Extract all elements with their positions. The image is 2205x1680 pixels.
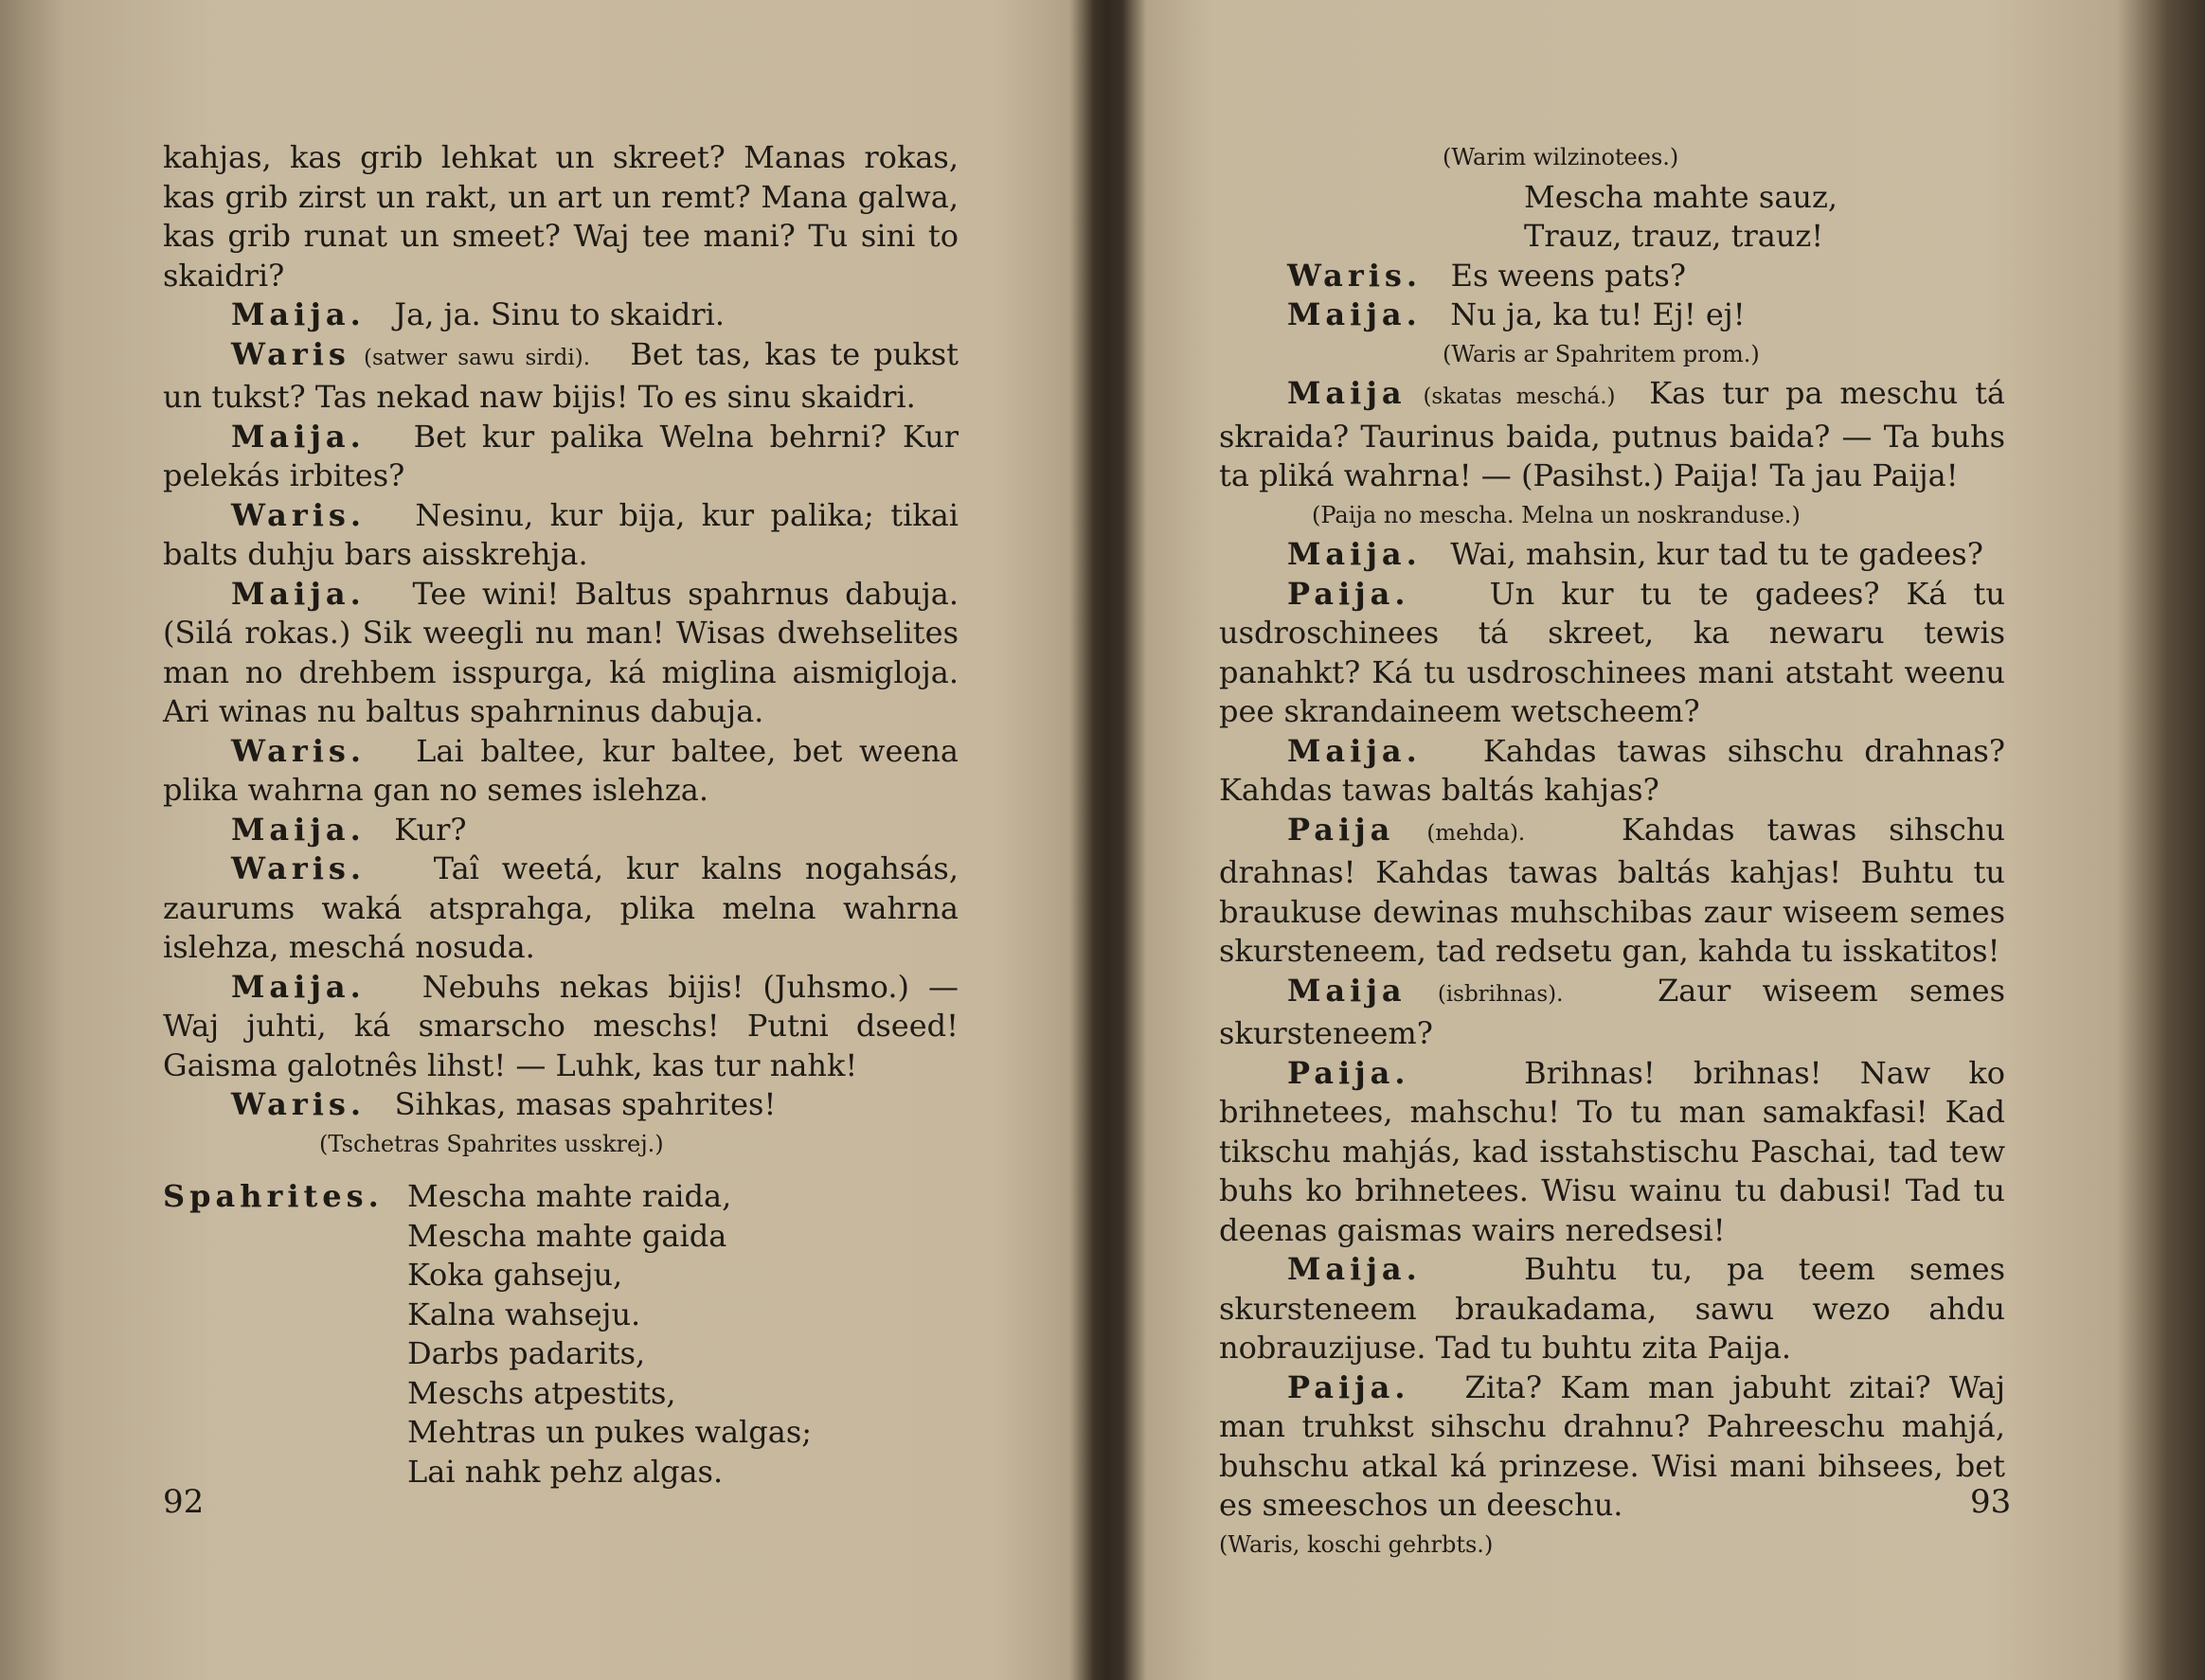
- speaker-name: Maija.: [1287, 536, 1422, 572]
- dialogue-line: [163, 575, 959, 732]
- verse-line: Darbs padarits,: [407, 1335, 646, 1371]
- dialogue-line: [1219, 295, 2005, 335]
- speaker-name: Paija.: [1287, 575, 1410, 612]
- verse-line: Koka gahseju,: [407, 1257, 623, 1293]
- stage-note: (skatas meschá.): [1423, 384, 1616, 409]
- speaker-name: Paija.: [1287, 1054, 1410, 1091]
- verse-line: Mescha mahte gaida: [407, 1217, 727, 1254]
- line-text: Ja, ja. Sinu to skaidri.: [394, 296, 726, 332]
- speaker-name: Maija.: [231, 575, 366, 612]
- dialogue-line: [163, 418, 959, 496]
- verse-line: Mescha mahte sauz,: [1524, 178, 1838, 215]
- page-number: 93: [1970, 1483, 2012, 1521]
- line-text: Nesinu, kur bija, kur palika; tikai balts duhju bars aisskrehja.: [163, 496, 959, 572]
- stage-direction: (Warim wilzinotees.): [1443, 144, 1679, 170]
- dialogue-line: [1219, 535, 2005, 575]
- speaker-name: Maija.: [231, 811, 366, 848]
- left-page-text: [163, 138, 959, 1492]
- line-text: Nu ja, ka tu! Ej! ej!: [1450, 296, 1746, 332]
- line-text: Bet tas, kas te pukst un tukst? Tas nekad naw bijis! To es sinu skaidri.: [163, 335, 959, 415]
- line-text: Zita? Kam man jabuht zitai? Waj man truhkst sihschu drahnu? Pahreeschu mahjá, buhschu atkal ká prinzese. Wisi mani bihsees, bet es smeeschos un deeschu.: [1219, 1368, 2006, 1523]
- speaker-name: Waris.: [1287, 257, 1423, 294]
- dialogue-line: [1219, 1368, 2005, 1526]
- speaker-name: Waris.: [231, 732, 367, 769]
- line-text: Kahdas tawas sihschu drahnas? Kahdas tawas baltás kahjas?: [1219, 732, 2006, 808]
- stage-note: (isbrihnas).: [1437, 981, 1564, 1007]
- dialogue-line: [1219, 575, 2005, 732]
- speaker-name: Maija.: [231, 968, 366, 1005]
- paragraph: [163, 138, 959, 295]
- stage-note: (satwer sawu sirdi).: [364, 345, 591, 370]
- verse-block: [1219, 178, 2005, 257]
- dialogue-line: [163, 732, 959, 811]
- right-page: [1113, 0, 2136, 1680]
- speaker-name: Waris.: [231, 496, 367, 533]
- line-text: Kur?: [394, 811, 467, 848]
- dialogue-line: [163, 496, 959, 575]
- speaker-name: Paija.: [1287, 1368, 1410, 1405]
- stage-direction: (Waris ar Spahritem prom.): [1443, 340, 1760, 367]
- line-text: Kas tur pa meschu tá skraida? Taurinus baida, putnus baida? — Ta buhs ta pliká wahrna! — (Pasihst.) Paija! Ta jau Paija!: [1219, 375, 2006, 493]
- verse-line: Mescha mahte raida,: [407, 1178, 732, 1214]
- speaker-name: Waris: [231, 335, 350, 372]
- dialogue-line: [163, 1085, 959, 1125]
- verse-line: Meschs atpestits,: [407, 1374, 676, 1411]
- dialogue-line: [163, 335, 959, 418]
- dialogue-line: [163, 295, 959, 335]
- speaker-name: Maija.: [231, 418, 366, 455]
- stage-note: (mehda).: [1426, 820, 1526, 846]
- speaker-name: Maija.: [1287, 296, 1422, 332]
- verse-line: Kalna wahseju.: [407, 1296, 641, 1332]
- dialogue-line: [1219, 257, 2005, 296]
- dialogue-line: [1219, 732, 2005, 811]
- song-lines: [407, 1177, 959, 1492]
- dialogue-line: [163, 968, 959, 1086]
- song-speaker: Spahrites.: [163, 1178, 384, 1214]
- speaker-name: Maija.: [1287, 732, 1422, 769]
- line-text: Tee wini! Baltus spahrnus dabuja. (Silá rokas.) Sik weegli nu man! Wisas dwehselites man no drehbem isspurga, ká miglina aismigloja. Ari winas nu baltus spahrninus dabuja.: [163, 575, 959, 729]
- dialogue-line: [1219, 972, 2005, 1054]
- line-text: Sihkas, masas spahrites!: [394, 1086, 777, 1122]
- speaker-name: Maija.: [1287, 1251, 1422, 1287]
- line-text: Un kur tu te gadees? Ká tu usdroschinees tá skreet, ka newaru tewis panahkt? Ká tu usdroschinees mani atstaht weenu pee skrandaineem wetscheem?: [1219, 575, 2006, 729]
- dialogue-line: [163, 811, 959, 850]
- dialogue-line: [1219, 374, 2005, 496]
- line-text: Kahdas tawas sihschu drahnas! Kahdas tawas baltás kahjas! Buhtu tu braukuse dewinas muhschibas zaur wiseem semes skursteneem, tad redsetu gan, kahda tu isskatitos!: [1219, 811, 2006, 969]
- line-text: Wai, mahsin, kur tad tu te gadees?: [1450, 536, 1983, 572]
- stage-direction: (Waris, koschi gehrbts.): [1219, 1530, 1494, 1558]
- speaker-name: Paija: [1287, 811, 1395, 848]
- speaker-name: Maija: [1287, 972, 1407, 1009]
- line-text: Nebuhs nekas bijis! (Juhsmo.) — Waj juhti, ká smarscho meschs! Putni dseed! Gaisma galotnês lihst! — Luhk, kas tur nahk!: [163, 968, 959, 1083]
- speaker-name: Maija: [1287, 375, 1407, 411]
- line-text: Lai baltee, kur baltee, bet weena plika wahrna gan no semes islehza.: [163, 732, 959, 808]
- line-text: Bet kur palika Welna behrni? Kur pelekás irbites?: [163, 418, 959, 493]
- line-text: kahjas, kas grib lehkat un skreet? Manas rokas, kas grib zirst un rakt, un art un remt? Mana galwa, kas grib runat un smeet? Waj tee mani? Tu sini to skaidri?: [163, 139, 959, 294]
- left-page: [0, 0, 1080, 1680]
- line-text: Es weens pats?: [1450, 257, 1686, 294]
- line-text: Zaur wiseem semes skursteneem?: [1219, 972, 2006, 1051]
- dialogue-line: [163, 849, 959, 968]
- line-text: Buhtu tu, pa teem semes skursteneem braukadama, sawu wezo ahdu nobrauzijuse. Tad tu buhtu zita Paija.: [1219, 1251, 2006, 1366]
- song-block: [163, 1177, 959, 1492]
- speaker-name: Maija.: [231, 296, 366, 332]
- page-number: 92: [163, 1483, 205, 1521]
- verse-line: Lai nahk pehz algas.: [407, 1453, 724, 1490]
- speaker-name: Waris.: [231, 850, 367, 886]
- line-text: Brihnas! brihnas! Naw ko brihnetees, mahschu! To tu man samakfasi! Kad tikschu mahjás, kad isstahstischu Paschai, tad tew buhs ko brihnetees. Wisu wainu tu dabusi! Tad tu deenas gaismas wairs neredsesi!: [1219, 1054, 2006, 1248]
- dialogue-line: [1219, 1054, 2005, 1251]
- dialogue-line: [1219, 811, 2005, 972]
- speaker-name: Waris.: [231, 1086, 367, 1122]
- stage-direction: (Tschetras Spahrites usskrej.): [319, 1130, 664, 1157]
- verse-line: Trauz, trauz, trauz!: [1524, 218, 1824, 254]
- stage-direction: (Paija no mescha. Melna un noskranduse.): [1312, 501, 1801, 528]
- verse-line: Mehtras un pukes walgas;: [407, 1414, 813, 1450]
- right-page-text: [1219, 138, 2005, 1564]
- line-text: Taî weetá, kur kalns nogahsás, zaurums waká atsprahga, plika melna wahrna islehza, meschá nosuda.: [163, 850, 959, 965]
- dialogue-line: [1219, 1250, 2005, 1368]
